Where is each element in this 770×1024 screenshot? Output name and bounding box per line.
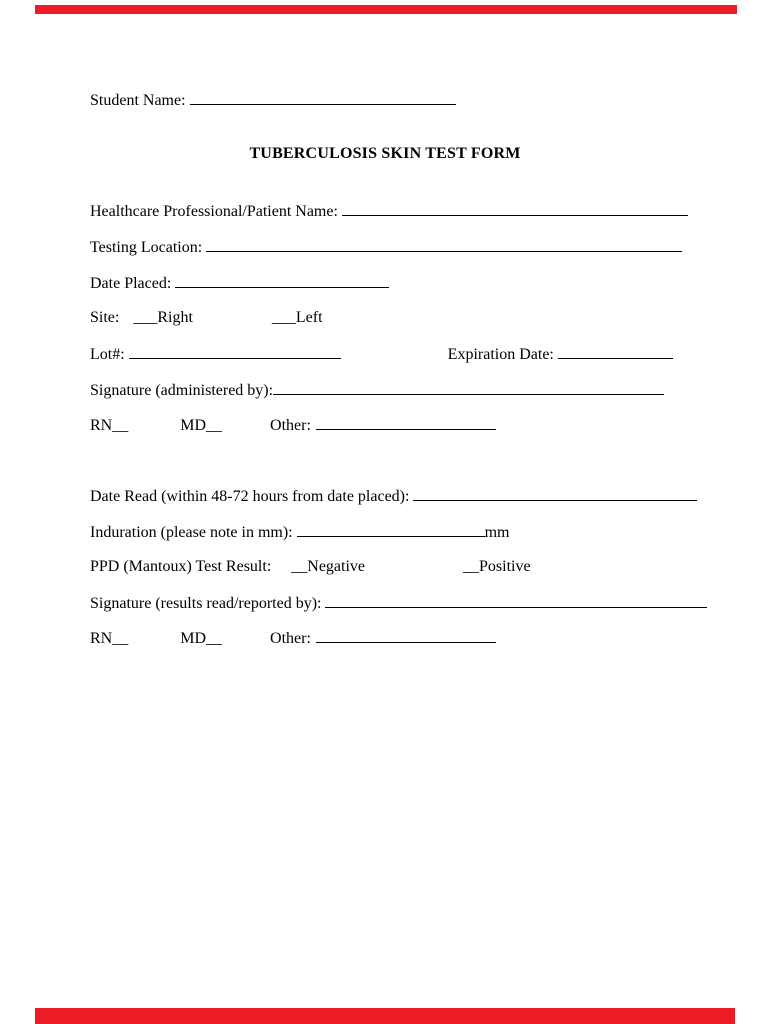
site-left-option[interactable]: ___Left — [271, 309, 323, 326]
student-name-label: Student Name: — [90, 92, 186, 109]
site-row — [90, 307, 323, 329]
md-option[interactable]: MD__ — [180, 630, 223, 647]
top-red-bar — [35, 5, 737, 14]
other-blank[interactable] — [316, 414, 496, 430]
date-read-blank[interactable] — [413, 485, 697, 501]
induration-unit: mm — [484, 524, 510, 541]
testing-location-row — [90, 236, 682, 259]
lot-row — [90, 343, 673, 366]
date-read-row — [90, 485, 697, 508]
negative-option[interactable]: __Negative — [291, 558, 366, 575]
rn-option[interactable]: RN__ — [90, 630, 129, 647]
date-read-label: Date Read (within 48-72 hours from date placed): — [90, 488, 410, 505]
hcp-name-row — [90, 200, 688, 223]
date-placed-row — [90, 272, 389, 295]
page-title: TUBERCULOSIS SKIN TEST FORM — [249, 145, 521, 162]
expiration-date-label: Expiration Date: — [447, 346, 554, 363]
hcp-name-blank[interactable] — [342, 200, 688, 216]
other-label: Other: — [270, 630, 311, 647]
date-placed-label: Date Placed: — [90, 275, 172, 292]
other-blank[interactable] — [316, 627, 496, 643]
site-label: Site: — [90, 309, 120, 326]
signature-results-row — [90, 592, 707, 615]
student-name-blank[interactable] — [190, 89, 456, 105]
induration-label: Induration (please note in mm): — [90, 524, 293, 541]
bottom-red-bar — [35, 1008, 735, 1024]
date-placed-blank[interactable] — [175, 272, 389, 288]
induration-row — [90, 521, 510, 544]
signature-administered-label: Signature (administered by): — [90, 382, 274, 399]
signature-administered-row — [90, 379, 664, 402]
lot-number-label: Lot#: — [90, 346, 125, 363]
induration-blank[interactable] — [297, 521, 485, 537]
lot-number-blank[interactable] — [129, 343, 341, 359]
ppd-result-label: PPD (Mantoux) Test Result: — [90, 558, 272, 575]
expiration-date-blank[interactable] — [558, 343, 673, 359]
signature-results-label: Signature (results read/reported by): — [90, 595, 322, 612]
other-label: Other: — [270, 417, 311, 434]
student-name-row — [90, 89, 456, 112]
site-right-option[interactable]: ___Right — [133, 309, 193, 326]
testing-location-blank[interactable] — [206, 236, 682, 252]
testing-location-label: Testing Location: — [90, 239, 203, 256]
signature-results-blank[interactable] — [325, 592, 707, 608]
ppd-result-row — [90, 556, 531, 578]
rn-option[interactable]: RN__ — [90, 417, 129, 434]
positive-option[interactable]: __Positive — [463, 558, 531, 575]
credentials-row-reading — [90, 627, 496, 650]
hcp-name-label: Healthcare Professional/Patient Name: — [90, 203, 338, 220]
signature-administered-blank[interactable] — [273, 379, 664, 395]
md-option[interactable]: MD__ — [180, 417, 223, 434]
credentials-row-placement — [90, 414, 496, 437]
